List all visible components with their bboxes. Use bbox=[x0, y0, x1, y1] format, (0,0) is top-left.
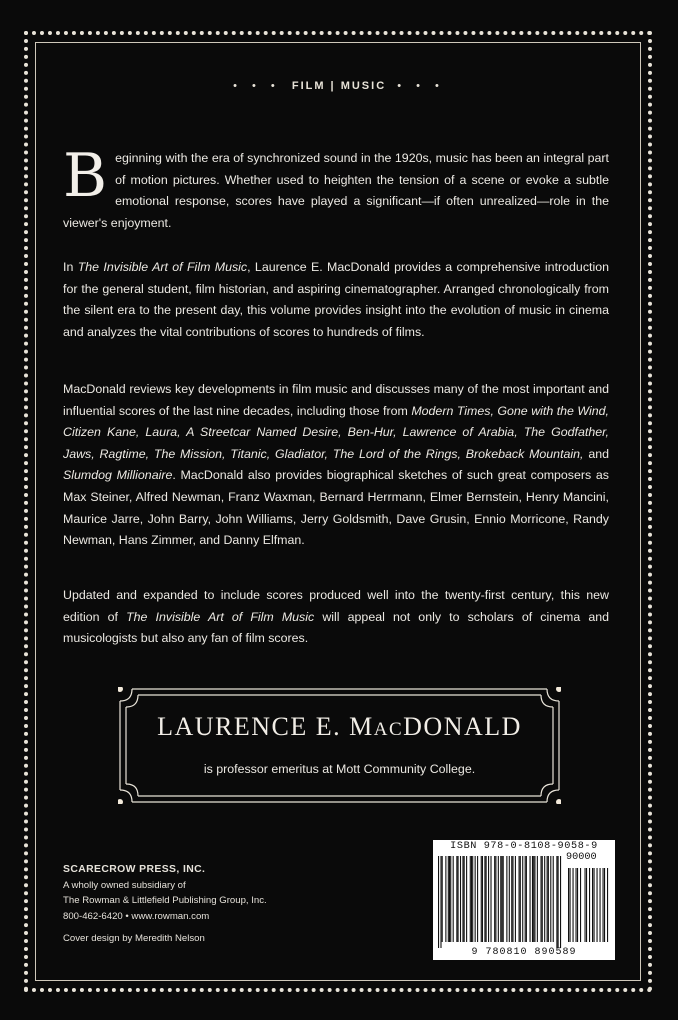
barcode-bar bbox=[511, 856, 512, 942]
p4-text: will appeal not only to scholars of cinema and musicologists but also any fan of film scores. bbox=[63, 609, 610, 646]
addon-bar bbox=[603, 868, 604, 942]
barcode-bar bbox=[470, 856, 471, 942]
description-paragraph-3 bbox=[63, 379, 609, 552]
art-deco-frame bbox=[118, 687, 561, 804]
barcode-bar bbox=[450, 856, 451, 942]
publisher-name: SCARECROW PRESS, INC. bbox=[63, 864, 206, 875]
barcode-bar bbox=[520, 856, 521, 942]
barcode-bar bbox=[490, 856, 491, 942]
barcode-bar bbox=[477, 856, 478, 942]
isbn-barcode bbox=[433, 840, 615, 960]
barcode-bar bbox=[506, 856, 507, 942]
barcode-bar bbox=[560, 856, 561, 948]
barcode-bar bbox=[558, 856, 559, 948]
publisher-line-1: A wholly owned subsidiary of bbox=[63, 879, 186, 891]
barcode-bar bbox=[532, 856, 533, 942]
p3-and: and bbox=[583, 446, 609, 461]
addon-bar bbox=[597, 868, 598, 942]
publisher-line-2: The Rowman & Littlefield Publishing Group, Inc. bbox=[63, 895, 267, 906]
description-paragraph-4 bbox=[63, 585, 609, 650]
barcode-bar bbox=[482, 856, 483, 942]
barcode-bar bbox=[488, 856, 489, 942]
author-name-part1: LAURENCE E. M bbox=[157, 712, 374, 741]
barcode-bar bbox=[484, 856, 485, 942]
category-text: FILM | MUSIC bbox=[291, 80, 387, 92]
barcode-bar bbox=[550, 856, 551, 942]
p2-text: , Laurence E. MacDonald provides a comprehensive introduction for the general student, film historian, and aspiring cinematographer. Arranged chronologically from the silent era to the present day, this volume provides insight into the evolution of music in cinema and analyzes the vital contributions of scores to hundreds of films. bbox=[63, 260, 609, 339]
barcode-bar bbox=[522, 856, 523, 942]
addon-bar bbox=[573, 868, 574, 942]
book-title: The Invisible Art of Film Music bbox=[77, 260, 248, 274]
category-label bbox=[0, 80, 678, 92]
barcode-bar bbox=[471, 856, 472, 942]
author-name-part2: DONALD bbox=[403, 712, 522, 741]
barcode-bar bbox=[547, 856, 548, 942]
cover-credit: Cover design by Meredith Nelson bbox=[63, 933, 205, 944]
barcode-bar bbox=[464, 856, 465, 942]
addon-bar bbox=[586, 868, 587, 942]
author-panel bbox=[118, 687, 561, 804]
p3-intro: MacDonald reviews key developments in film music and discusses many of the most important and influential scores of the last nine decades, including those from bbox=[63, 382, 609, 418]
author-name-small: AC bbox=[373, 719, 404, 740]
addon-bar bbox=[576, 868, 577, 942]
barcode-bar bbox=[495, 856, 496, 942]
barcode-bar bbox=[525, 856, 526, 942]
film-last: Slumdog Millionaire bbox=[63, 468, 173, 483]
barcode-bar bbox=[512, 856, 513, 942]
barcode-bar bbox=[540, 856, 541, 942]
barcode-bar bbox=[445, 856, 446, 942]
barcode-bar bbox=[453, 856, 454, 942]
barcode-bar bbox=[548, 856, 549, 942]
category-dots-left: • • • bbox=[233, 80, 281, 92]
barcode-bar bbox=[533, 856, 534, 942]
barcode-bar bbox=[481, 856, 482, 942]
barcode-bar bbox=[553, 856, 554, 942]
addon-bar bbox=[568, 868, 569, 942]
addon-bar bbox=[577, 868, 578, 942]
barcode-bar bbox=[519, 856, 520, 942]
barcode-bar bbox=[494, 856, 495, 942]
barcode-bar bbox=[498, 856, 499, 942]
barcode-bar bbox=[472, 856, 473, 942]
addon-bar bbox=[604, 868, 605, 942]
p4-intro: Updated and expanded to include scores produced well into the twenty-first century, this new edition of bbox=[63, 588, 609, 624]
addon-bar bbox=[580, 868, 581, 942]
addon-bar bbox=[594, 868, 595, 942]
barcode-bar bbox=[503, 856, 504, 942]
barcode-bar bbox=[462, 856, 463, 942]
description-paragraph-1 bbox=[63, 141, 609, 234]
p1-text: eginning with the era of synchronized sound in the 1920s, music has been an integral part of motion pictures. Whether used to heighten the tension of a scene or evoke a subtle emotional response, scores have played a significant—if often unrealized—role in the viewer's enjoyment. bbox=[63, 151, 609, 230]
barcode-bar bbox=[456, 856, 457, 942]
author-bio: is professor emeritus at Mott Community College. bbox=[203, 762, 476, 776]
barcode-bar bbox=[466, 856, 467, 942]
barcode-bar bbox=[501, 856, 502, 942]
barcode-bars bbox=[438, 856, 610, 948]
publisher-info bbox=[63, 862, 343, 947]
barcode-bar bbox=[500, 856, 501, 942]
book-title-2: The Invisible Art of Film Music bbox=[126, 609, 315, 624]
barcode-bar bbox=[475, 856, 476, 942]
barcode-bar bbox=[530, 856, 531, 942]
description-paragraph-2 bbox=[63, 257, 609, 343]
barcode-bar bbox=[509, 856, 510, 942]
addon-bar bbox=[570, 868, 571, 942]
isbn-label: ISBN 978-0-8108-9058-9 bbox=[450, 841, 598, 852]
ean-number: 9 780810 890589 bbox=[471, 947, 577, 958]
barcode-bar bbox=[458, 856, 459, 942]
barcode-bar bbox=[440, 856, 441, 948]
barcode-bar bbox=[526, 856, 527, 942]
barcode-bar bbox=[448, 856, 449, 942]
barcode-bar bbox=[442, 856, 443, 942]
barcode-bar bbox=[460, 856, 461, 942]
addon-bar bbox=[589, 868, 590, 942]
addon-bar bbox=[607, 868, 608, 942]
author-name bbox=[118, 712, 561, 742]
drop-cap: B bbox=[63, 141, 108, 211]
barcode-bar bbox=[515, 856, 516, 942]
p3-text: . MacDonald also provides biographical sketches of such great composers as Max Steiner, Alfred Newman, Franz Waxman, Bernard Herrmann, Elmer Bernstein, Henry Mancini, Maurice Jarre, John Barry, John Williams, Jerry Goldsmith, Dave Grusin, Ennio Morricone, Randy Newman, Hans Zimmer, and Danny Elfman. bbox=[63, 468, 609, 548]
film-list: Modern Times, Gone with the Wind, Citizen Kane, Laura, A Streetcar Named Desire, Ben-Hur, Lawrence of Arabia, The Godfather, Jaws, Ragtime, The Mission, Titanic, Gladiator, The Lord of the Rings, Brokeback Mountain, bbox=[63, 403, 609, 461]
barcode-bar bbox=[542, 856, 543, 942]
barcode-bar bbox=[486, 856, 487, 942]
category-dots-right: • • • bbox=[397, 80, 445, 92]
addon-bar bbox=[600, 868, 601, 942]
barcode-bar bbox=[534, 856, 535, 942]
barcode-bar bbox=[556, 856, 557, 948]
barcode-bar bbox=[449, 856, 450, 942]
publisher-contact: 800-462-6420 • www.rowman.com bbox=[63, 910, 210, 922]
addon-bar bbox=[592, 868, 593, 942]
p2-intro: In bbox=[63, 260, 78, 274]
barcode-bar bbox=[438, 856, 439, 948]
addon-bar bbox=[585, 868, 586, 942]
barcode-bar bbox=[537, 856, 538, 942]
price-code: 90000 bbox=[566, 852, 597, 863]
barcode-bar bbox=[544, 856, 545, 942]
